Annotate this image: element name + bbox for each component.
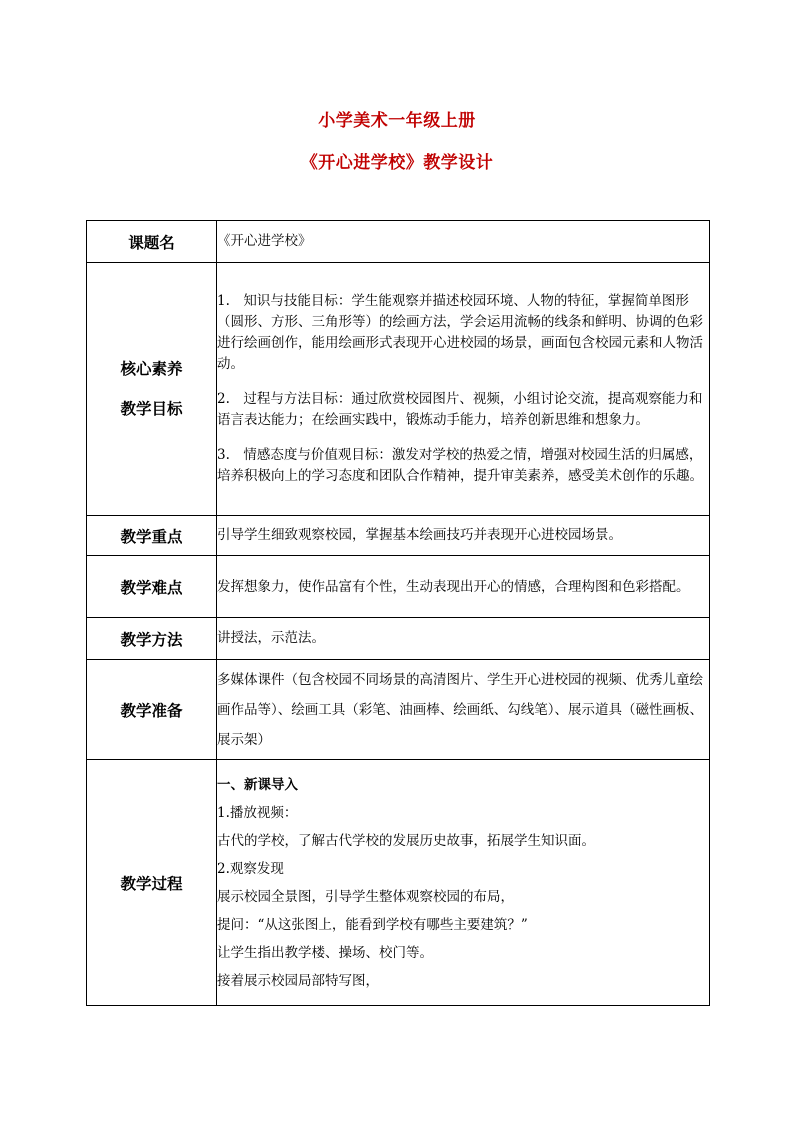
row-difficulties: [87, 556, 710, 618]
row-process: [87, 760, 710, 1006]
process-content: [217, 760, 710, 1006]
goal-item-1: 1. 知识与技能目标：学生能观察并描述校园环境、人物的特征，掌握简单图形（圆形、方形、三角形等）的绘画方法，学会运用流畅的线条和鲜明、协调的色彩进行绘画创作，能用绘画形式表现开心进校园的场景，画面包含校园元素和人物活动。: [217, 293, 703, 372]
row-topic: [87, 221, 710, 263]
key-points-label: 教学重点: [87, 516, 217, 556]
goals-content: [217, 263, 710, 516]
topic-value: 《开心进学校》: [217, 221, 710, 263]
goals-label-line1: 核心素养: [120, 359, 183, 378]
difficulties-label: 教学难点: [87, 556, 217, 618]
row-goals: [87, 263, 710, 516]
process-line-3: 古代的学校，了解古代学校的发展历史故事，拓展学生知识面。: [217, 832, 595, 849]
key-points-value: 引导学生细致观察校园，掌握基本绘画技巧并表现开心进校园场景。: [217, 516, 710, 556]
row-methods: [87, 618, 710, 660]
methods-label: 教学方法: [87, 618, 217, 660]
goal-item-2: 2. 过程与方法目标：通过欣赏校园图片、视频，小组讨论交流，提高观察能力和语言表达能力；在绘画实践中，锻炼动手能力，培养创新思维和想象力。: [217, 391, 703, 428]
goal-item-3: 3. 情感态度与价值观目标：激发对学校的热爱之情，增强对校园生活的归属感，培养积极向上的学习态度和团队合作精神，提升审美素养，感受美术创作的乐趣。: [217, 447, 703, 484]
process-line-8: 接着展示校园局部特写图，: [217, 972, 379, 989]
row-preparation: [87, 660, 710, 760]
process-line-1: 一、新课导入: [217, 776, 298, 793]
process-label: 教学过程: [87, 760, 217, 1006]
goals-label-line2: 教学目标: [120, 399, 183, 418]
row-key-points: [87, 516, 710, 556]
preparation-value: 多媒体课件（包含校园不同场景的高清图片、学生开心进校园的视频、优秀儿童绘画作品等）、绘画工具（彩笔、油画棒、绘画纸、勾线笔）、展示道具（磁性画板、展示架）: [217, 660, 710, 760]
document-title: 小学美术一年级上册: [318, 111, 476, 131]
goals-label: [87, 263, 217, 516]
document-subtitle: 《开心进学校》教学设计: [300, 153, 494, 173]
difficulties-value: 发挥想象力，使作品富有个性，生动表现出开心的情感，合理构图和色彩搭配。: [217, 556, 710, 618]
methods-value: 讲授法，示范法。: [217, 618, 710, 660]
process-line-4: 2.观察发现: [217, 860, 284, 877]
topic-label: 课题名: [87, 221, 217, 263]
process-line-6: 提问：“从这张图上，能看到学校有哪些主要建筑？”: [217, 916, 528, 933]
process-line-5: 展示校园全景图，引导学生整体观察校园的布局，: [217, 888, 514, 905]
process-line-2: 1.播放视频：: [217, 804, 298, 821]
process-line-7: 让学生指出教学楼、操场、校门等。: [217, 944, 433, 961]
preparation-label: 教学准备: [87, 660, 217, 760]
lesson-plan-table: [86, 220, 710, 1006]
